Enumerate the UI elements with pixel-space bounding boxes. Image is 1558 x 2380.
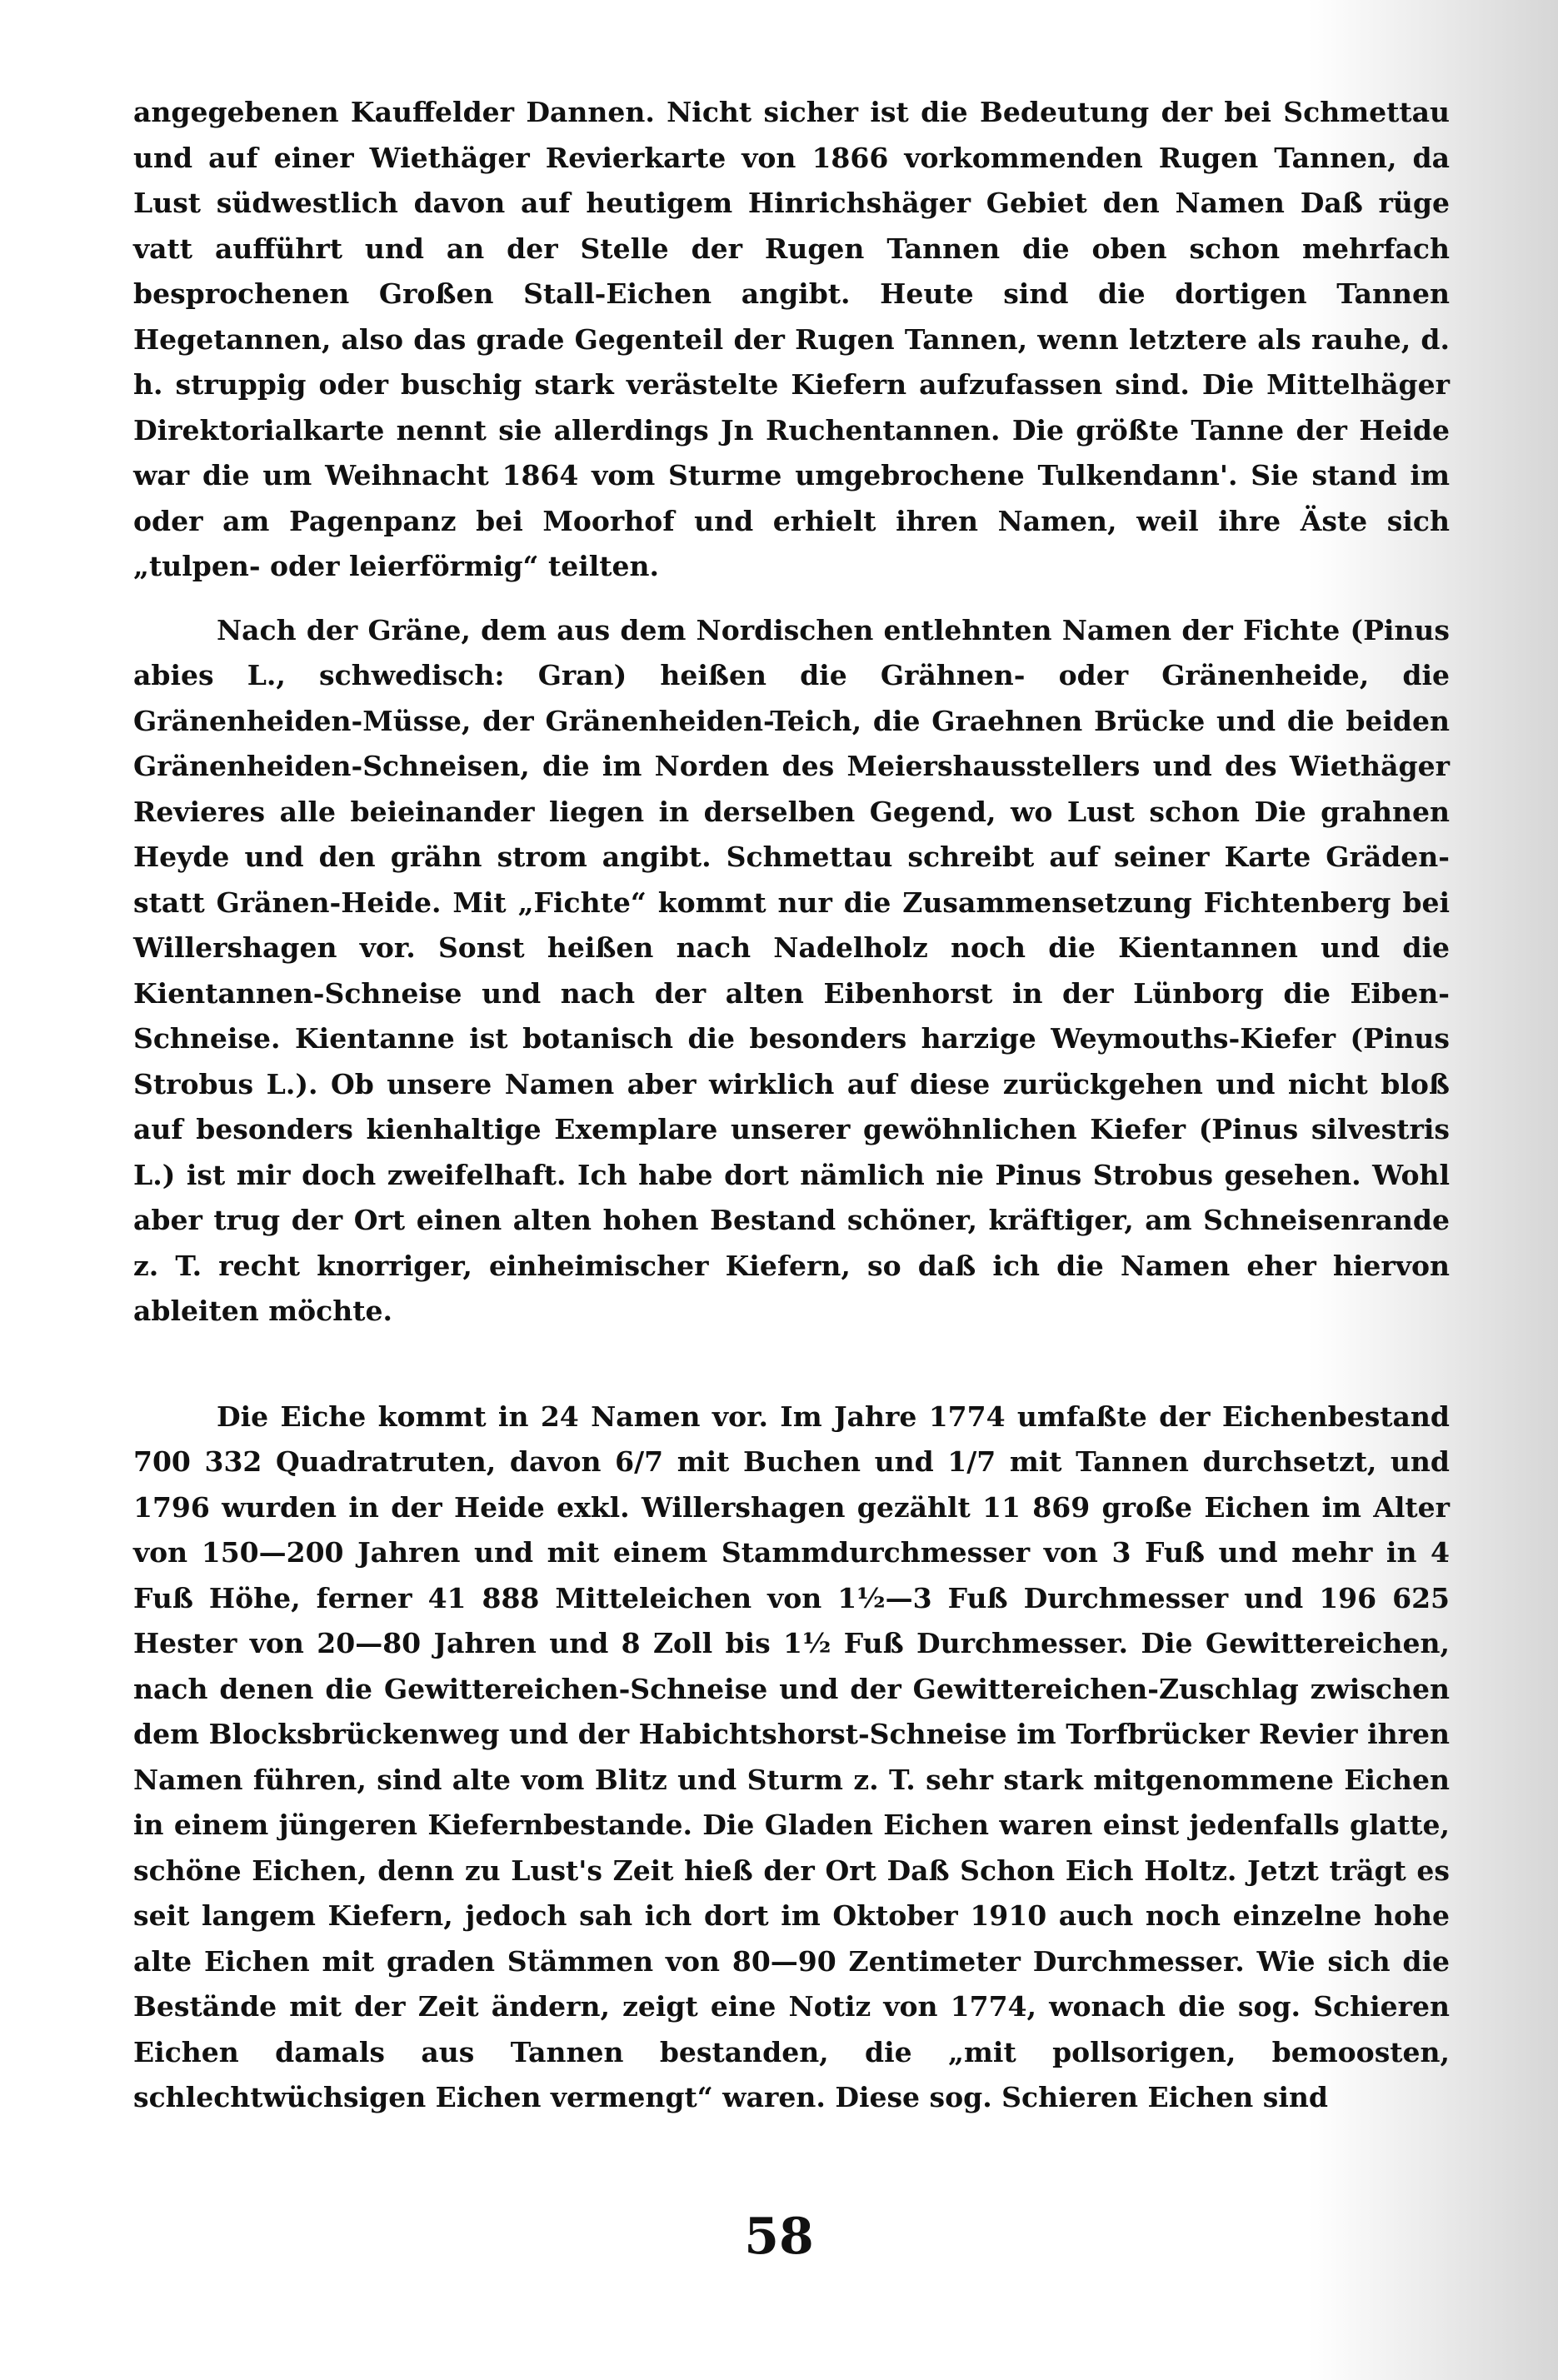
paragraph-1: angegebenen Kauffelder Dannen. Nicht sicher ist die Bedeutung der bei Schmettau und auf einer Wiethäger Revierkarte von 1866 vorkommenden Rugen Tannen, da Lust südwestlich davon auf heutigem Hinrichshäger Gebiet den Namen Daß rüge vatt aufführt und an der Stelle der Rugen Tannen die oben schon mehrfach besprochenen Großen Stall-Eichen angibt. Heute sind die dortigen Tannen Hegetannen, also das grade Gegenteil der Rugen Tannen, wenn letztere als rauhe, d. h. struppig oder buschig stark verästelte Kiefern aufzufassen sind. Die Mittelhäger Direktorialkarte nennt sie allerdings Jn Ruchentannen. Die größte Tanne der Heide war die um Weihnacht 1864 vom Sturme umgebrochene Tulkendann'. Sie stand im oder am Pagenpanz bei Moorhof und erhielt ihren Namen, weil ihre Äste sich „tulpen- oder leierförmig“ teilten. — [133, 96, 1450, 582]
paragraph-3: Die Eiche kommt in 24 Namen vor. Im Jahre 1774 umfaßte der Eichenbestand 700 332 Quadratruten, davon 6/7 mit Buchen und 1/7 mit Tannen durchsetzt, und 1796 wurden in der Heide exkl. Willershagen gezählt 11 869 große Eichen im Alter von 150—200 Jahren und mit einem Stammdurchmesser von 3 Fuß und mehr in 4 Fuß Höhe, ferner 41 888 Mitteleichen von 1½—3 Fuß Durchmesser und 196 625 Hester von 20—80 Jahren und 8 Zoll bis 1½ Fuß Durchmesser. Die Gewittereichen, nach denen die Gewittereichen-Schneise und der Gewittereichen-Zuschlag zwischen dem Blocksbrückenweg und der Habichtshorst-Schneise im Torfbrücker Revier ihren Namen führen, sind alte vom Blitz und Sturm z. T. sehr stark mitgenommene Eichen in einem jüngeren Kiefernbestande. Die Gladen Eichen waren einst jedenfalls glatte, schöne Eichen, denn zu Lust's Zeit hieß der Ort Daß Schon Eich Holtz. Jetzt trägt es seit langem Kiefern, jedoch sah ich dort im Oktober 1910 auch noch einzelne hohe alte Eichen mit graden Stämmen von 80—90 Zentimeter Durchmesser. Wie sich die Bestände mit der Zeit ändern, zeigt eine Notiz von 1774, wonach die sog. Schieren Eichen damals aus Tannen bestanden, die „mit pollsorigen, bemoosten, schlechtwüchsigen Eichen vermengt“ waren. Diese sog. Schieren Eichen sind — [133, 1400, 1450, 2113]
page-number: 58 — [744, 2208, 814, 2266]
body-text — [133, 90, 1450, 2121]
paragraph-2: Nach der Gräne, dem aus dem Nordischen entlehnten Namen der Fichte (Pinus abies L., schwedisch: Gran) heißen die Grähnen- oder Gränenheide, die Gränenheiden-Müsse, der Gränenheiden-Teich, die Graehnen Brücke und die beiden Gränenheiden-Schneisen, die im Norden des Meiershausstellers und des Wiethäger Revieres alle beieinander liegen in derselben Gegend, wo Lust schon Die grahnen Heyde und den grähn strom angibt. Schmettau schreibt auf seiner Karte Gräden- statt Gränen-Heide. Mit „Fichte“ kommt nur die Zusammensetzung Fichtenberg bei Willershagen vor. Sonst heißen nach Nadelholz noch die Kientannen und die Kientannen-Schneise und nach der alten Eibenhorst in der Lünborg die Eiben-Schneise. Kientanne ist botanisch die besonders harzige Weymouths-Kiefer (Pinus Strobus L.). Ob unsere Namen aber wirklich auf diese zurückgehen und nicht bloß auf besonders kienhaltige Exemplare unserer gewöhnlichen Kiefer (Pinus silvestris L.) ist mir doch zweifelhaft. Ich habe dort nämlich nie Pinus Strobus gesehen. Wohl aber trug der Ort einen alten hohen Bestand schöner, kräftiger, am Schneisenrande z. T. recht knorriger, einheimischer Kiefern, so daß ich die Namen eher hiervon ableiten möchte. — [133, 613, 1450, 1327]
